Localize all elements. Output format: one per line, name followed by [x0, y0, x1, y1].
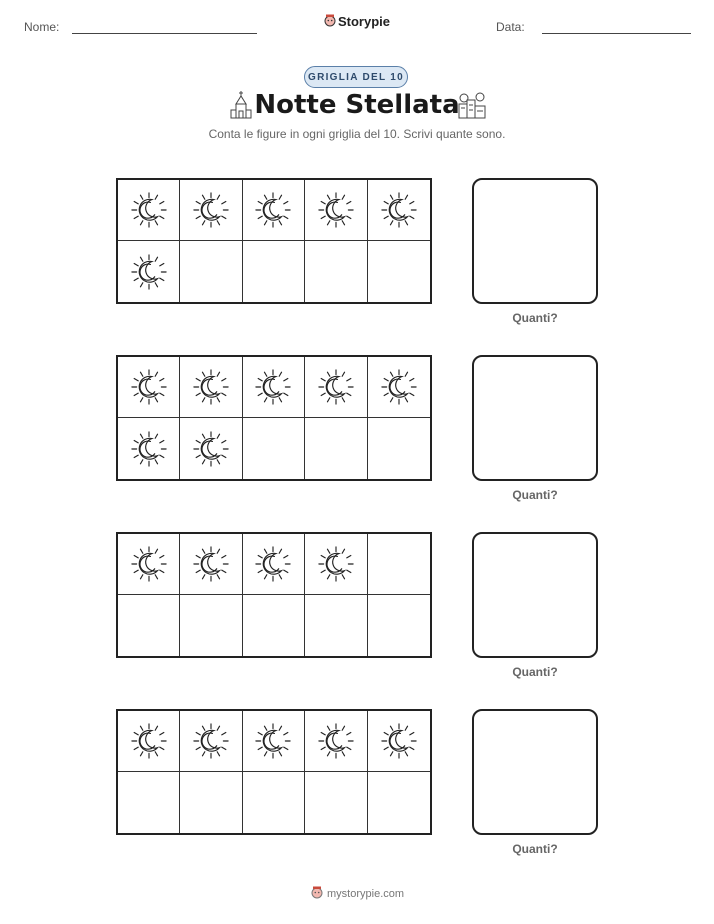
- moon-sun-icon: [380, 722, 418, 760]
- worksheet-badge: GRIGLIA DEL 10: [304, 66, 408, 88]
- footer-url: mystorypie.com: [327, 888, 405, 900]
- grid-cell: [118, 711, 180, 772]
- grid-cell: [180, 418, 242, 479]
- answer-box[interactable]: [472, 355, 598, 481]
- footer: [0, 886, 714, 900]
- grid-cell: [368, 357, 430, 418]
- date-label: Data:: [496, 20, 525, 34]
- name-label: Nome:: [24, 20, 60, 34]
- grid-cell: [243, 357, 305, 418]
- grid-cell: [118, 418, 180, 479]
- moon-sun-icon: [130, 191, 168, 229]
- grid-cell: [305, 534, 367, 595]
- moon-sun-icon: [130, 253, 168, 291]
- moon-sun-icon: [192, 191, 230, 229]
- moon-sun-icon: [254, 191, 292, 229]
- grid-cell: [305, 772, 367, 833]
- grid-cell: [305, 180, 367, 241]
- grid-cell: [368, 711, 430, 772]
- grid-cell: [305, 357, 367, 418]
- mascot-icon: [324, 14, 336, 28]
- instructions: Conta le figure in ogni griglia del 10. Scrivi quante sono.: [208, 127, 506, 141]
- grid-cell: [243, 241, 305, 302]
- grid-cell: [118, 180, 180, 241]
- answer-label: Quanti?: [512, 311, 558, 325]
- moon-sun-icon: [380, 191, 418, 229]
- moon-sun-icon: [254, 722, 292, 760]
- grid-cell: [180, 534, 242, 595]
- grid-cell: [305, 418, 367, 479]
- moon-sun-icon: [317, 545, 355, 583]
- grid-cell: [305, 711, 367, 772]
- page-title: Notte Stellata: [254, 90, 460, 120]
- ten-frame-grid: [116, 532, 432, 658]
- grid-cell: [305, 241, 367, 302]
- moon-sun-icon: [130, 368, 168, 406]
- moon-sun-icon: [192, 430, 230, 468]
- ten-frame-grid: [116, 178, 432, 304]
- grid-cell: [305, 595, 367, 656]
- grid-cell: [368, 772, 430, 833]
- moon-sun-icon: [192, 722, 230, 760]
- grid-cell: [368, 180, 430, 241]
- grid-cell: [118, 357, 180, 418]
- mascot-icon: [310, 886, 324, 900]
- grid-cell: [180, 711, 242, 772]
- grid-cell: [243, 534, 305, 595]
- answer-box[interactable]: [472, 532, 598, 658]
- grid-cell: [118, 595, 180, 656]
- grid-cell: [180, 772, 242, 833]
- answer-label: Quanti?: [512, 665, 558, 679]
- moon-sun-icon: [317, 722, 355, 760]
- grid-cell: [180, 241, 242, 302]
- grid-cell: [243, 180, 305, 241]
- grid-cell: [243, 418, 305, 479]
- moon-sun-icon: [130, 545, 168, 583]
- grid-cell: [118, 241, 180, 302]
- town-icon: [456, 90, 488, 120]
- grid-cell: [180, 595, 242, 656]
- answer-box[interactable]: [472, 178, 598, 304]
- logo-text: Storypie: [337, 14, 390, 29]
- answer-label: Quanti?: [512, 842, 558, 856]
- grid-cell: [368, 534, 430, 595]
- moon-sun-icon: [192, 545, 230, 583]
- grid-cell: [368, 418, 430, 479]
- grid-cell: [243, 595, 305, 656]
- answer-box[interactable]: [472, 709, 598, 835]
- answer-label: Quanti?: [512, 488, 558, 502]
- grid-cell: [243, 711, 305, 772]
- ten-frame-grid: [116, 709, 432, 835]
- grid-cell: [180, 180, 242, 241]
- grid-cell: [180, 357, 242, 418]
- grid-cell: [243, 772, 305, 833]
- moon-sun-icon: [254, 368, 292, 406]
- moon-sun-icon: [130, 430, 168, 468]
- storypie-logo: [0, 14, 714, 29]
- moon-sun-icon: [254, 545, 292, 583]
- grid-cell: [118, 534, 180, 595]
- ten-frame-grid: [116, 355, 432, 481]
- grid-cell: [368, 241, 430, 302]
- moon-sun-icon: [317, 368, 355, 406]
- moon-sun-icon: [130, 722, 168, 760]
- moon-sun-icon: [380, 368, 418, 406]
- moon-sun-icon: [192, 368, 230, 406]
- moon-sun-icon: [317, 191, 355, 229]
- date-line[interactable]: [542, 33, 691, 34]
- grid-cell: [368, 595, 430, 656]
- name-line[interactable]: [72, 33, 257, 34]
- grid-cell: [118, 772, 180, 833]
